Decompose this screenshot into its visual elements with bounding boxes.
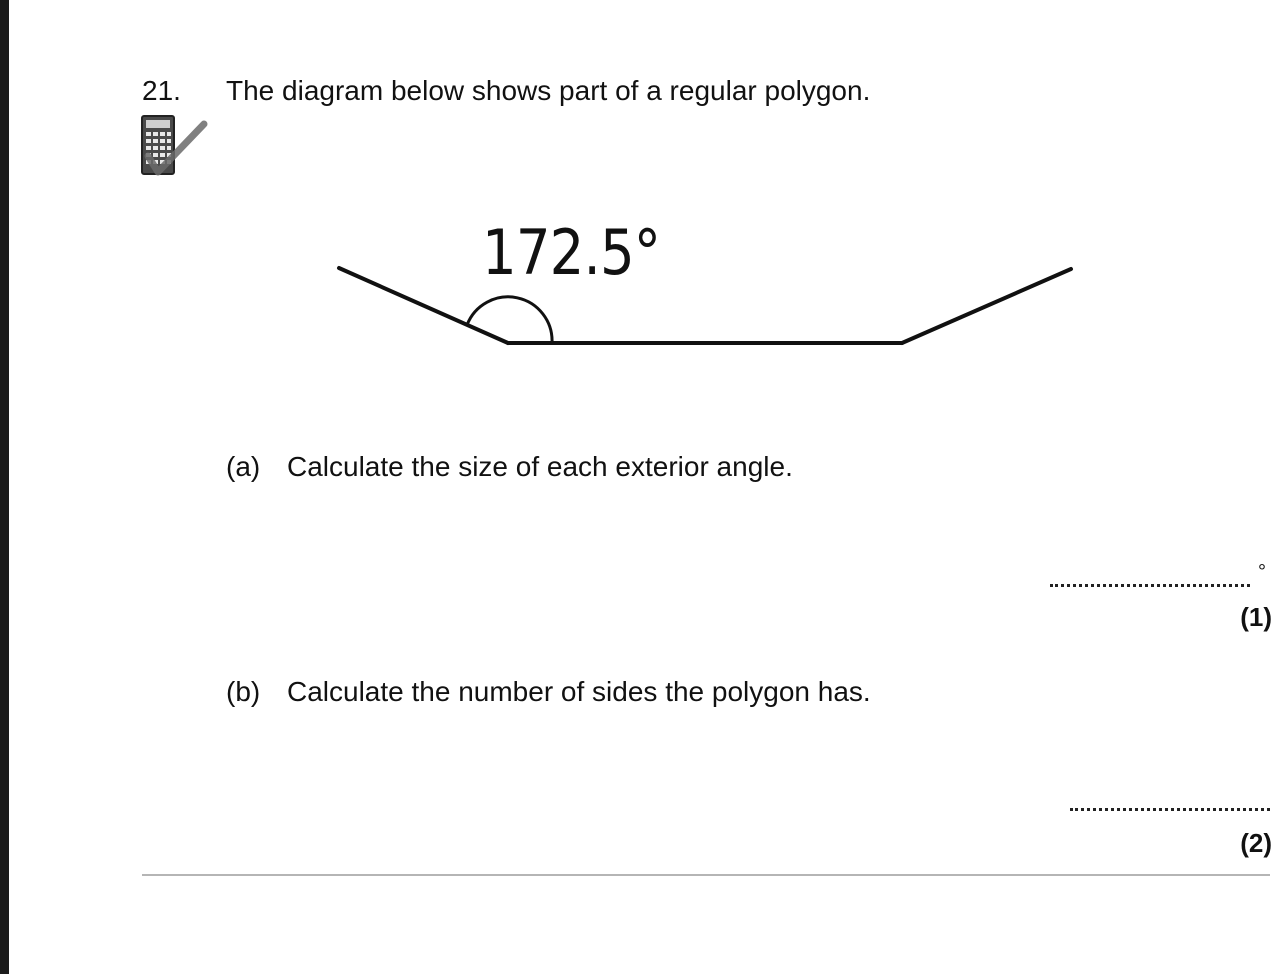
part-b-question: Calculate the number of sides the polygon has. (287, 676, 871, 707)
answer-line-a[interactable] (1050, 584, 1250, 587)
part-a-question: Calculate the size of each exterior angle. (287, 451, 793, 482)
part-b-letter: (b) (226, 676, 261, 707)
question-number: 21. (142, 75, 181, 106)
degree-unit: ° (1258, 561, 1266, 583)
marks-a: (1) (1240, 602, 1272, 632)
answer-line-b[interactable] (1070, 808, 1270, 811)
calculator-allowed-icon (140, 112, 210, 186)
angle-label: 172.5° (482, 216, 661, 289)
marks-b: (2) (1240, 828, 1272, 858)
polygon-diagram (330, 215, 1090, 365)
polygon-edge-right (902, 269, 1071, 343)
question-text: The diagram below shows part of a regular polygon. (226, 75, 871, 106)
angle-arc (467, 297, 552, 343)
part-a-letter: (a) (226, 451, 261, 482)
section-divider (142, 874, 1270, 876)
page-left-border (0, 0, 9, 974)
